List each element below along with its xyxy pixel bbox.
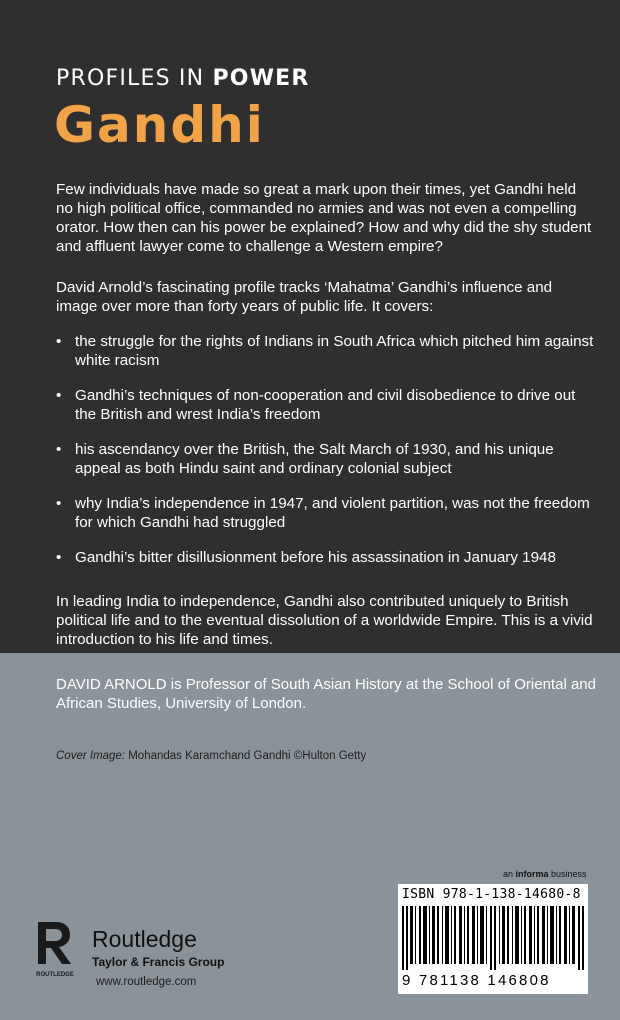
cover-credit (56, 750, 366, 762)
series-emphasis: POWER (212, 66, 310, 91)
isbn-number: ISBN 978-1-138-14680-8 (402, 887, 581, 902)
publisher-website[interactable]: www.routledge.com (96, 976, 197, 988)
publisher-name: Routledge (92, 926, 197, 952)
logo-text: ROUTLEDGE (36, 972, 74, 978)
list-item: • why India’s independence in 1947, and violent partition, was not the freedom for which Gandhi had struggled (56, 494, 596, 532)
list-item: • his ascendancy over the British, the Salt March of 1930, and his unique appeal as both Hindu saint and ordinary colonial subject (56, 440, 596, 478)
routledge-logo-icon (36, 920, 74, 978)
blurb-closing: In leading India to independence, Gandhi also contributed uniquely to British political life and to the eventual dissolution of a worldwide Empire. This is a vivid introduction to his life and times. (56, 593, 593, 648)
list-item: • Gandhi’s bitter disillusionment before his assassination in January 1948 (56, 548, 596, 567)
cover-credit-label: Cover Image: (56, 750, 126, 762)
cover-credit-text: Mohandas Karamchand Gandhi ©Hulton Getty (125, 750, 367, 762)
coverage-list (56, 332, 596, 583)
blurb-profile: David Arnold’s fascinating profile tracks ‘Mahatma’ Gandhi’s influence and image over more than forty years of public life. It covers: (56, 279, 553, 315)
ean-number: 9 781138 146808 (402, 972, 551, 989)
book-title: Gandhi (54, 96, 265, 154)
barcode-icon (402, 906, 584, 970)
list-item: • Gandhi’s techniques of non-cooperation and civil disobedience to drive out the British and wrest India’s freedom (56, 386, 596, 424)
informa-brand: informa (515, 869, 549, 879)
author-bio: DAVID ARNOLD is Professor of South Asian History at the School of Oriental and African Studies, University of London. (56, 676, 596, 712)
series-prefix: PROFILES IN (56, 66, 213, 91)
informa-tagline: an informa business (503, 869, 587, 879)
blurb-intro: Few individuals have made so great a mark upon their times, yet Gandhi held no high political office, commanded no armies and was not even a compelling orator. How then can his power be explained? How and why did the shy student and affluent lawyer come to challenge a Western empire? (56, 181, 592, 255)
series-title (56, 66, 310, 91)
publisher-group: Taylor & Francis Group (92, 955, 225, 969)
list-item: • the struggle for the rights of Indians in South Africa which pitched him against white racism (56, 332, 596, 370)
